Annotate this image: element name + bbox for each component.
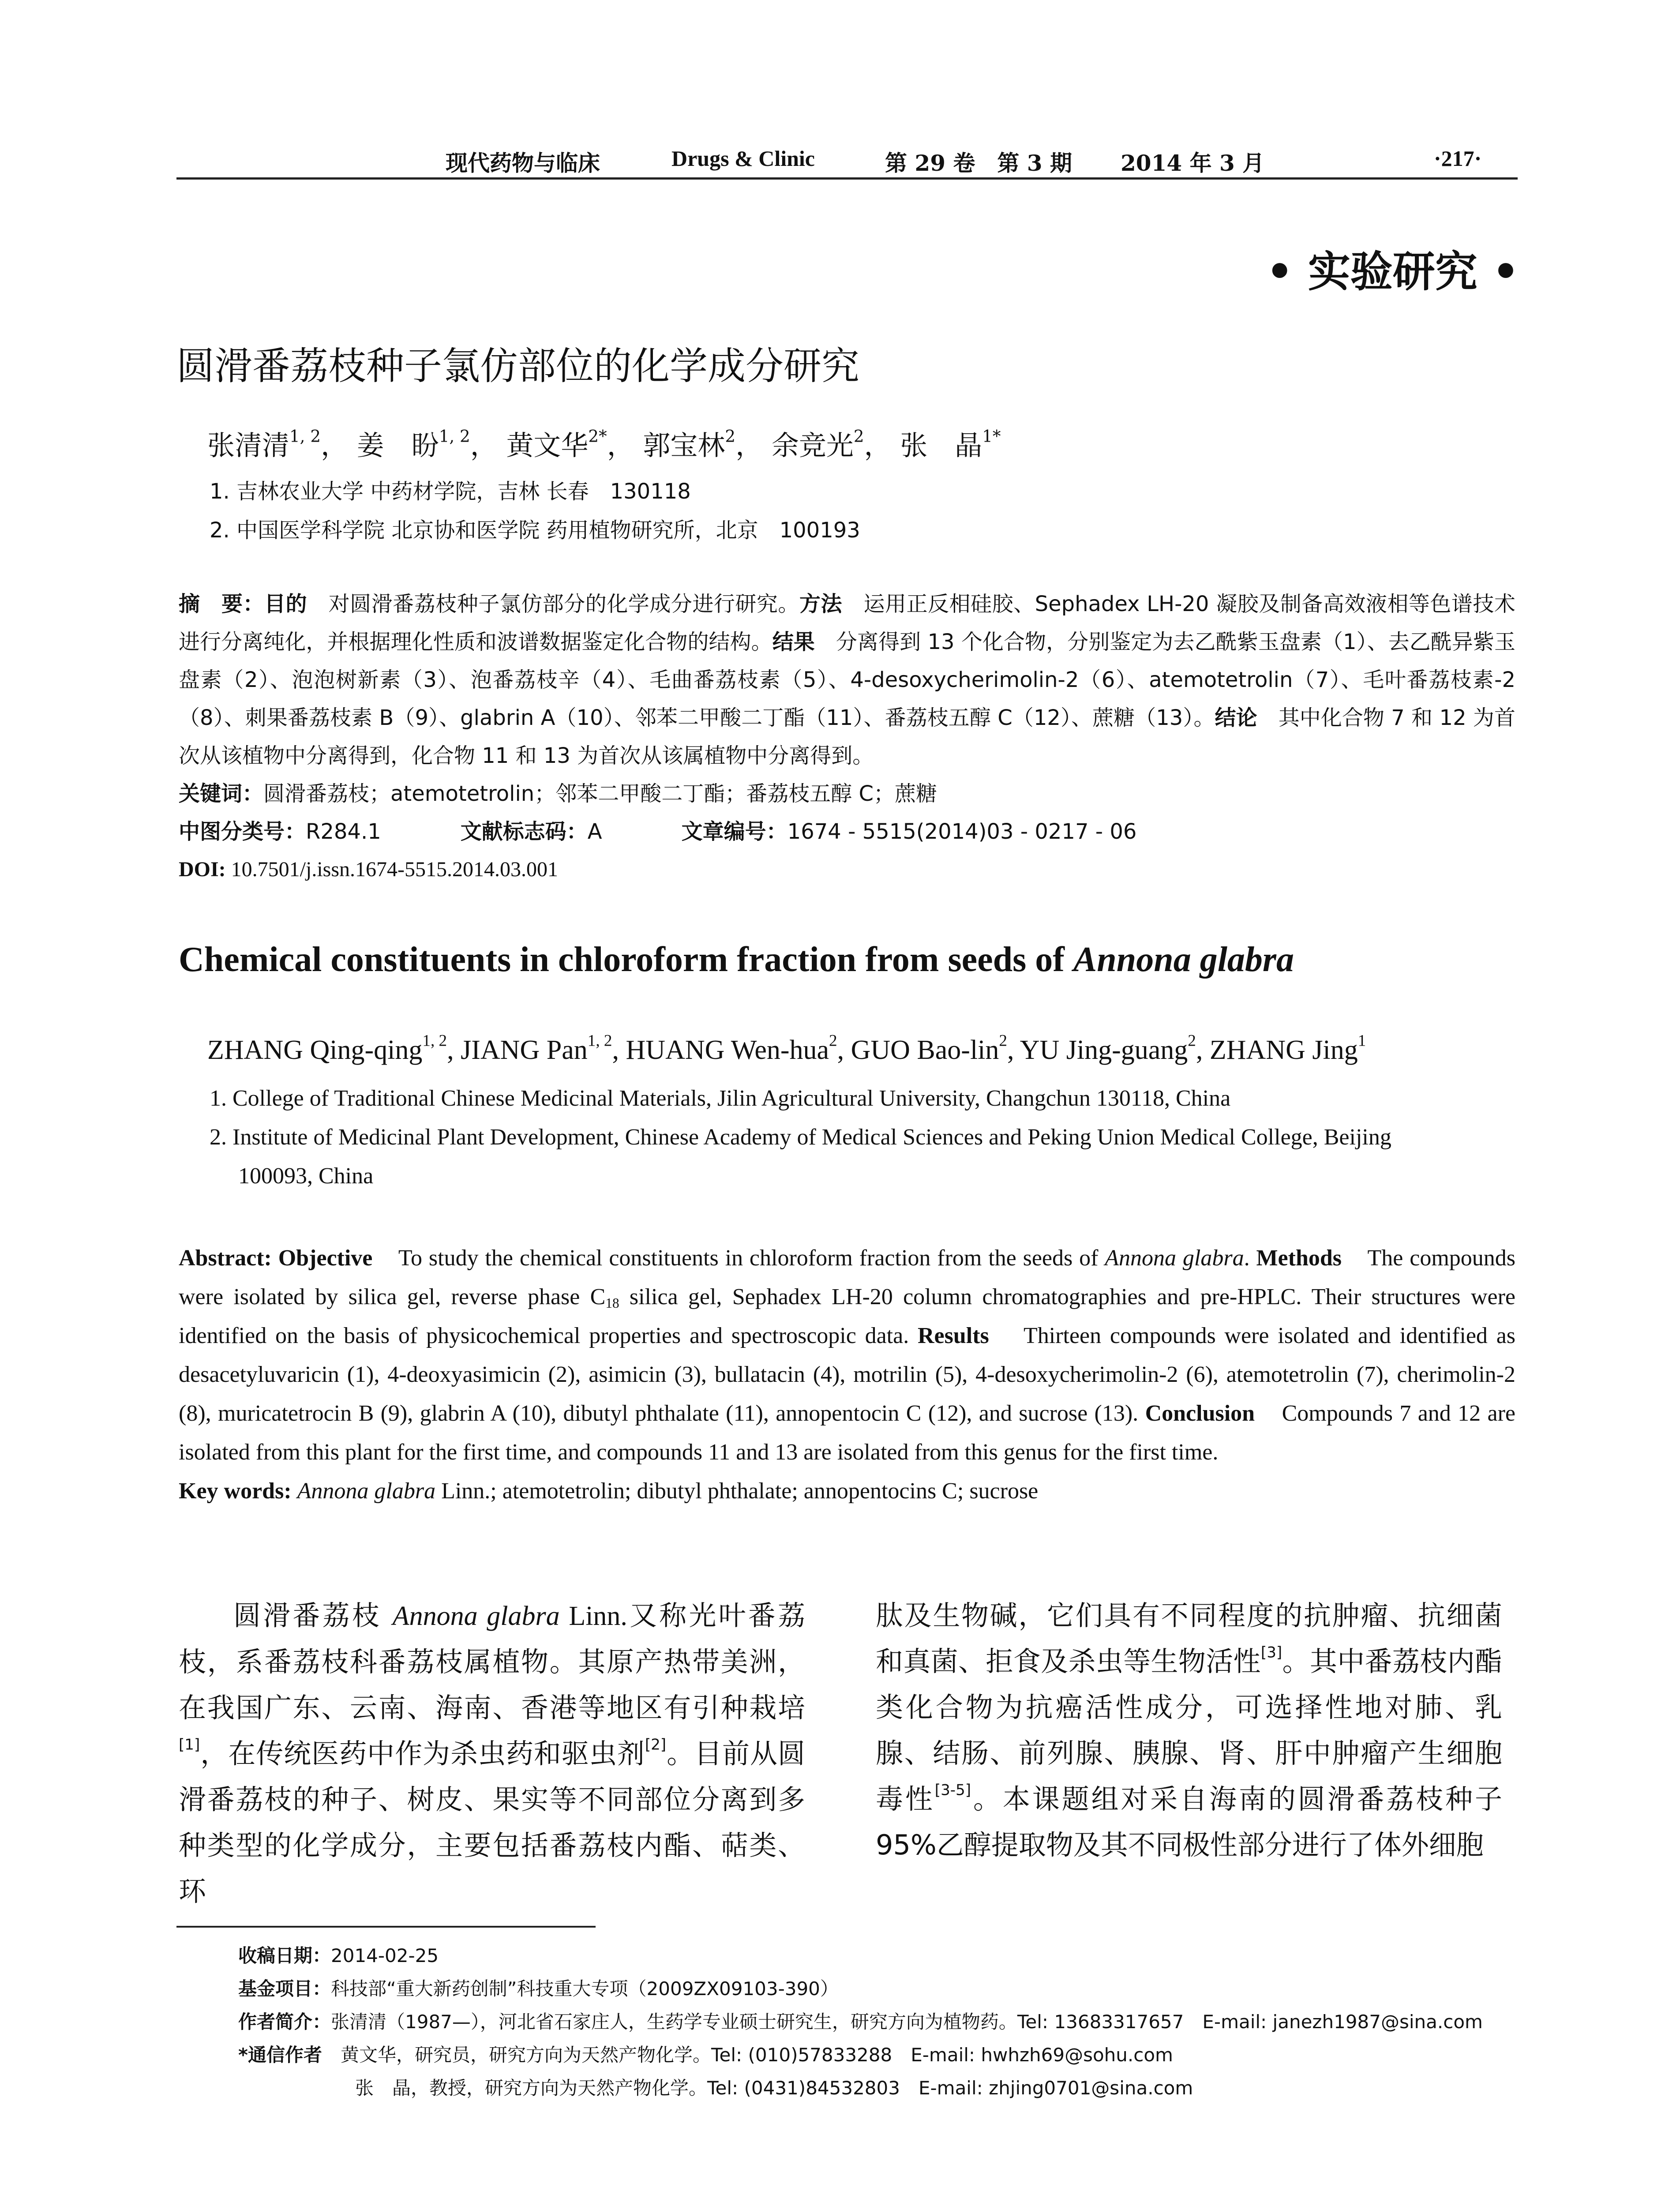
header-rule	[176, 177, 1518, 180]
abstract-label: 摘 要：	[179, 592, 265, 616]
author-bio-text: 张清清（1987—），河北省石家庄人，生药学专业硕士研究生，研究方向为植物药。Tel: 13683317657 E-mail: janezh1987@sina.com	[331, 2011, 1483, 2033]
conclusion-label: 结论	[1215, 705, 1257, 730]
citation-ref[interactable]: [2]	[645, 1736, 667, 1754]
keywords-en-text: Linn.; atemotetrolin; dibutyl phthalate; annopentocins C; sucrose	[435, 1478, 1039, 1504]
author-en: HUANG Wen-hua	[626, 1035, 829, 1065]
conclusion-en-text: Compounds 7 and 12 are isolated from this plant for the first time, and compounds 11 and 13 are isolated from this genus for the first time.	[179, 1401, 1515, 1465]
classification-line	[179, 813, 1515, 851]
author-affil-mark: 2	[999, 1032, 1007, 1050]
citation-ref[interactable]: [1]	[179, 1736, 200, 1754]
author-affil-mark: 2	[829, 1032, 837, 1050]
section-tag: • 实验研究 •	[1266, 247, 1519, 296]
footnote-corresponding	[238, 2041, 1173, 2067]
author-cn: 张 晶	[900, 429, 982, 461]
body-column-right	[876, 1593, 1502, 1868]
affiliation-en-1: 1. College of Traditional Chinese Medicinal Materials, Jilin Agricultural University, Changchun 130118, China	[210, 1086, 1231, 1111]
author-affil-mark: 1	[1358, 1032, 1366, 1050]
author-affil-mark: 1*	[982, 426, 1001, 446]
keywords-label: 关键词：	[179, 781, 264, 806]
title-cn: 圆滑番荔枝种子氯仿部位的化学成分研究	[176, 344, 859, 388]
footnote-rule	[176, 1926, 596, 1928]
received-date: 2014-02-25	[331, 1945, 439, 1966]
methods-en-label: Methods	[1256, 1246, 1342, 1271]
methods-en-text-2: silica gel, Sephadex LH-20 column chromatographies and pre-HPLC. Their structures were identified on the basis of physicochemical properties and spectroscopic data.	[179, 1284, 1515, 1348]
keywords-text: 圆滑番荔枝；atemotetrolin；邻苯二甲酸二丁酯；番荔枝五醇 C；蔗糖	[263, 781, 937, 806]
author-affil-mark: 2*	[588, 426, 607, 446]
footnote-fund	[238, 1974, 839, 2001]
methods-text: 运用正反相硅胶、Sephadex LH-20 凝胶及制备高效液相等色谱技术进行分离纯化，并根据理化性质和波谱数据鉴定化合物的结构。	[179, 592, 1515, 654]
article-no-value: 1674 - 5515(2014)03 - 0217 - 06	[787, 819, 1137, 844]
body-species: Annona glabra	[392, 1601, 560, 1631]
abstract-en-label: Abstract:	[179, 1246, 278, 1271]
affiliation-cn-1: 1. 吉林农业大学 中药材学院，吉林 长春 130118	[210, 479, 691, 504]
author-bio-label: 作者简介：	[238, 2011, 331, 2033]
doi-line	[179, 851, 1515, 889]
footnote-received	[238, 1941, 439, 1968]
body-column-left	[179, 1593, 805, 1914]
citation-ref[interactable]: [3-5]	[934, 1781, 971, 1799]
body-text: 。目前从圆滑番荔枝的种子、树皮、果实等不同部位分离到多种类型的化学成分，主要包括番荔枝内酯、萜类、环	[179, 1737, 805, 1907]
doi-label: DOI:	[179, 858, 226, 881]
results-en-label: Results	[918, 1323, 989, 1348]
author-cn: 余竞光	[771, 429, 854, 461]
author-affil-mark: 1, 2	[289, 426, 321, 446]
objective-label: 目的	[264, 592, 308, 616]
authors-cn: 张清清$^{1, 2}$， 姜 盼$^{1, 2}$， 黄文华$^{2*}$， 郭宝林$^2$， 余竞光$^2$， 张 晶$^{1*}$	[207, 426, 1001, 461]
journal-name-cn: 现代药物与临床	[446, 150, 600, 176]
affiliation-cn-2: 2. 中国医学科学院 北京协和医学院 药用植物研究所，北京 100193	[210, 518, 860, 543]
abstract-cn	[179, 585, 1515, 889]
corresponding-author-1: 黄文华，研究员，研究方向为天然产物化学。Tel: (010)57833288 E-mail: hwhzh69@sohu.com	[340, 2044, 1173, 2066]
conclusion-text: 其中化合物 7 和 12 为首次从该植物中分离得到，化合物 11 和 13 为首次从该属植物中分离得到。	[179, 705, 1515, 768]
body-text: 圆滑番荔枝	[233, 1599, 393, 1632]
author-cn: 张清清	[207, 429, 290, 461]
authors-en: ZHANG Qing-qing$^{1, 2}$, JIANG Pan$^{1, 2}$, HUANG Wen-hua$^2$, GUO Bao-lin$^2$, YU Jing-guang$^2$, ZHANG Jing$^1$	[207, 1032, 1366, 1065]
title-en	[179, 940, 1294, 980]
methods-label: 方法	[799, 592, 842, 616]
footnote-corresponding-2: 张 晶，教授，研究方向为天然产物化学。Tel: (0431)84532803 E-mail: zhjing0701@sina.com	[355, 2077, 1193, 2099]
author-en: JIANG Pan	[461, 1035, 588, 1065]
page-number: ·217·	[1434, 146, 1482, 171]
corresponding-label: *通信作者	[238, 2044, 322, 2066]
body-text: Linn.	[559, 1601, 627, 1631]
citation-ref[interactable]: [3]	[1260, 1643, 1282, 1662]
methods-en-text: The compounds were isolated by silica gel, reverse phase C	[179, 1246, 1516, 1309]
author-affil-mark: 1, 2	[422, 1032, 447, 1050]
author-cn: 姜 盼	[356, 429, 439, 461]
keywords-en-label: Key words:	[179, 1478, 297, 1504]
author-cn: 郭宝林	[643, 429, 725, 461]
doi-value[interactable]: 10.7501/j.issn.1674-5515.2014.03.001	[231, 858, 559, 881]
keywords-en	[179, 1472, 1515, 1511]
body-text: ，在传统医药中作为杀虫药和驱虫剂	[200, 1737, 645, 1770]
affiliation-en-2: 2. Institute of Medicinal Plant Development, Chinese Academy of Medical Sciences and Peking Union Medical College, Beijing	[210, 1125, 1391, 1150]
author-affil-mark: 1, 2	[587, 1032, 612, 1050]
doc-code-value: A	[587, 819, 602, 844]
author-affil-mark: 1, 2	[439, 426, 470, 446]
author-en: YU Jing-guang	[1020, 1035, 1188, 1065]
journal-name-en: Drugs & Clinic	[671, 146, 815, 171]
author-affil-mark: 2	[1188, 1032, 1196, 1050]
author-en: ZHANG Jing	[1209, 1035, 1358, 1065]
author-affil-mark: 2	[725, 426, 736, 446]
body-text: 又称光叶番荔枝，系番荔枝科番荔枝属植物。其原产热带美洲，在我国广东、云南、海南、香港等地区有引种栽培	[179, 1599, 805, 1724]
author-en: ZHANG Qing-qing	[207, 1035, 423, 1065]
fund-text: 科技部“重大新药创制”科技重大专项（2009ZX09103-390）	[331, 1978, 839, 2000]
body-text: 。本课题组对采自海南的圆滑番荔枝种子95%乙醇提取物及其不同极性部分进行了体外细胞	[876, 1783, 1502, 1861]
objective-en-text: To study the chemical constituents in chloroform fraction from the seeds of	[398, 1246, 1105, 1271]
affiliation-en-2-cont: 100093, China	[238, 1163, 374, 1189]
author-en: GUO Bao-lin	[851, 1035, 999, 1065]
abstract-species: Annona glabra	[1105, 1246, 1244, 1271]
results-label: 结果	[772, 630, 815, 654]
issue-info: 第 29 卷 第 3 期	[885, 150, 1072, 176]
title-en-main: Chemical constituents in chloroform fraction from seeds of	[179, 940, 1073, 979]
methods-subscript: 18	[605, 1295, 619, 1311]
keywords-en-species: Annona glabra	[297, 1478, 436, 1504]
article-no-label: 文章编号：	[681, 819, 788, 844]
abstract-en	[179, 1239, 1515, 1511]
keywords-cn	[179, 775, 1515, 813]
footnote-author	[238, 2007, 1483, 2034]
title-en-species: Annona glabra	[1073, 940, 1294, 979]
doc-code-label: 文献标志码：	[460, 819, 588, 844]
body-text: 。其中番荔枝内酯类化合物为抗癌活性成分，可选择性地对肺、乳腺、结肠、前列腺、胰腺、肾、肝中肿瘤产生细胞毒性	[876, 1645, 1502, 1815]
results-text: 分离得到 13 个化合物，分别鉴定为去乙酰紫玉盘素（1）、去乙酰异紫玉盘素（2）、泡泡树新素（3）、泡番荔枝辛（4）、毛曲番荔枝素（5）、4-desoxycherimolin-2（6）、atemotetrolin（7）、毛叶番荔枝素-2（8）、刺果番荔枝素 B（9）、glabrin A（10）、邻苯二甲酸二丁酯（11）、番荔枝五醇 C（12）、蔗糖（13）。	[179, 630, 1515, 730]
clc-label: 中图分类号：	[179, 819, 306, 844]
body-text: 肽及生物碱，它们具有不同程度的抗肿瘤、抗细菌和真菌、拒食及杀虫等生物活性	[876, 1599, 1502, 1677]
fund-label: 基金项目：	[238, 1978, 331, 2000]
results-en-text: Thirteen compounds were isolated and identified as desacetyluvaricin (1), 4-deoxyasimicin (2), asimicin (3), bullatacin (4), motrilin (5), 4-desoxycherimolin-2 (6), atemotetrolin (7), cherimolin-2 (8), muricatetrocin B (9), glabrin A (10), dibutyl phthalate (11), annopentocin C (12), and sucrose (13).	[179, 1323, 1516, 1426]
clc-value: R284.1	[306, 819, 381, 844]
received-label: 收稿日期：	[238, 1945, 331, 1966]
author-affil-mark: 2	[853, 426, 864, 446]
author-cn: 黄文华	[506, 429, 589, 461]
objective-en-label: Objective	[278, 1246, 373, 1271]
objective-text: 对圆滑番荔枝种子氯仿部分的化学成分进行研究。	[328, 592, 799, 616]
abstract-en-paragraph: Abstract: Objective To study the chemical constituents in chloroform fraction from the seeds of Annona glabra. Methods The compounds were isolated by silica gel, reverse phase $C_{18}$ silica gel, Sephadex LH-20 column chromatographies and pre-HPLC. Their structures were identified on the basis of physicochemical properties and spectroscopic data. Results Thirteen compounds were isolated and identified as desacetyluvaricin (1), 4-deoxyasimicin (2), asimicin (3), bullatacin (4), motrilin (5), 4-desoxycherimolin-2 (6), atemotetrolin (7), cherimolin-2 (8), muricatetrocin B (9), glabrin A (10), dibutyl phthalate (11), annopentocin C (12), and sucrose (13). Conclusion Compounds 7 and 12 are isolated from this plant for the first time, and compounds 11 and 13 are isolated from this genus for the first time.	[179, 1246, 1516, 1465]
issue-date: 2014 年 3 月	[1121, 150, 1265, 176]
abstract-cn-paragraph	[179, 585, 1515, 775]
conclusion-en-label: Conclusion	[1145, 1401, 1255, 1426]
